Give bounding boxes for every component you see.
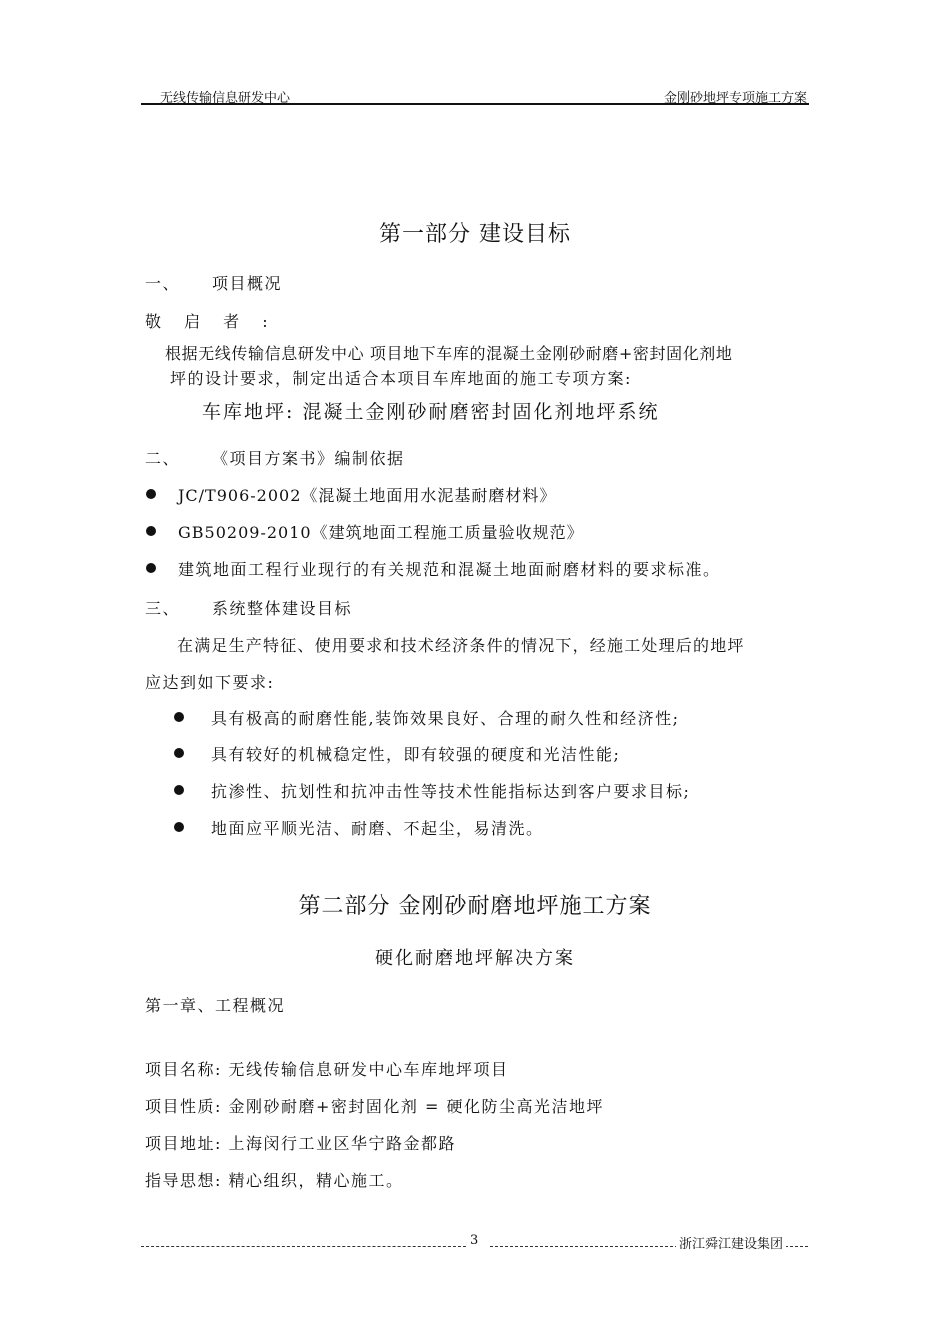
project-address: 项目地址: 上海闵行工业区华宁路金都路 — [145, 1134, 456, 1153]
part2-subtitle: 硬化耐磨地坪解决方案 — [375, 948, 575, 969]
project-name: 项目名称: 无线传输信息研发中心车库地坪项目 — [145, 1060, 509, 1079]
bullet-icon — [174, 712, 184, 722]
bullet-icon — [174, 748, 184, 758]
guiding-principle: 指导思想: 精心组织，精心施工。 — [145, 1171, 404, 1190]
requirement-item: 具有极高的耐磨性能,装饰效果良好、合理的耐久性和经济性; — [211, 709, 680, 728]
requirement-item: 具有较好的机械稳定性，即有较强的硬度和光洁性能; — [211, 745, 621, 764]
header-left: 无线传输信息研发中心 — [160, 91, 291, 106]
section1-number: 一、 — [145, 274, 181, 293]
intro-line-1: 根据无线传输信息研发中心 项目地下车库的混凝土金刚砂耐磨+密封固化剂地 — [165, 344, 733, 363]
floor-system: 车库地坪: 混凝土金刚砂耐磨密封固化剂地坪系统 — [202, 401, 660, 423]
project-nature: 项目性质: 金刚砂耐磨+密封固化剂 = 硬化防尘高光洁地坪 — [145, 1097, 604, 1116]
part1-title: 第一部分 建设目标 — [379, 222, 571, 247]
bullet-icon — [146, 526, 156, 536]
bullet-icon — [146, 489, 156, 499]
page-number: 3 — [470, 1233, 479, 1248]
goal-line-1: 在满足生产特征、使用要求和技术经济条件的情况下，经施工处理后的地坪 — [177, 636, 745, 655]
section1-title: 项目概况 — [212, 274, 283, 293]
part2-title: 第二部分 金刚砂耐磨地坪施工方案 — [298, 894, 652, 919]
section2-title: 《项目方案书》编制依据 — [212, 449, 405, 468]
section2-number: 二、 — [145, 449, 181, 468]
bullet-icon — [146, 563, 156, 573]
chapter-title: 第一章、工程概况 — [145, 996, 286, 1015]
header-right: 金刚砂地坪专项施工方案 — [663, 91, 807, 106]
intro-line-2: 坪的设计要求，制定出适合本项目车库地面的施工专项方案: — [170, 369, 632, 388]
salutation: 敬 启 者 : — [145, 312, 277, 331]
basis-item: GB50209-2010《建筑地面工程施工质量验收规范》 — [178, 523, 584, 542]
footer-company: 浙江舜江建设集团 — [676, 1233, 786, 1252]
footer-divider-left — [141, 1246, 466, 1247]
basis-item: 建筑地面工程行业现行的有关规范和混凝土地面耐磨材料的要求标准。 — [178, 560, 721, 579]
bullet-icon — [174, 822, 184, 832]
section3-number: 三、 — [145, 599, 181, 618]
goal-line-2: 应达到如下要求: — [145, 673, 275, 692]
requirement-item: 抗渗性、抗划性和抗冲击性等技术性能指标达到客户要求目标; — [211, 782, 691, 801]
requirement-item: 地面应平顺光洁、耐磨、不起尘，易清洗。 — [211, 819, 544, 838]
bullet-icon — [174, 785, 184, 795]
section3-title: 系统整体建设目标 — [212, 599, 353, 618]
header-divider — [141, 103, 809, 105]
basis-item: JC/T906-2002《混凝土地面用水泥基耐磨材料》 — [178, 486, 557, 505]
